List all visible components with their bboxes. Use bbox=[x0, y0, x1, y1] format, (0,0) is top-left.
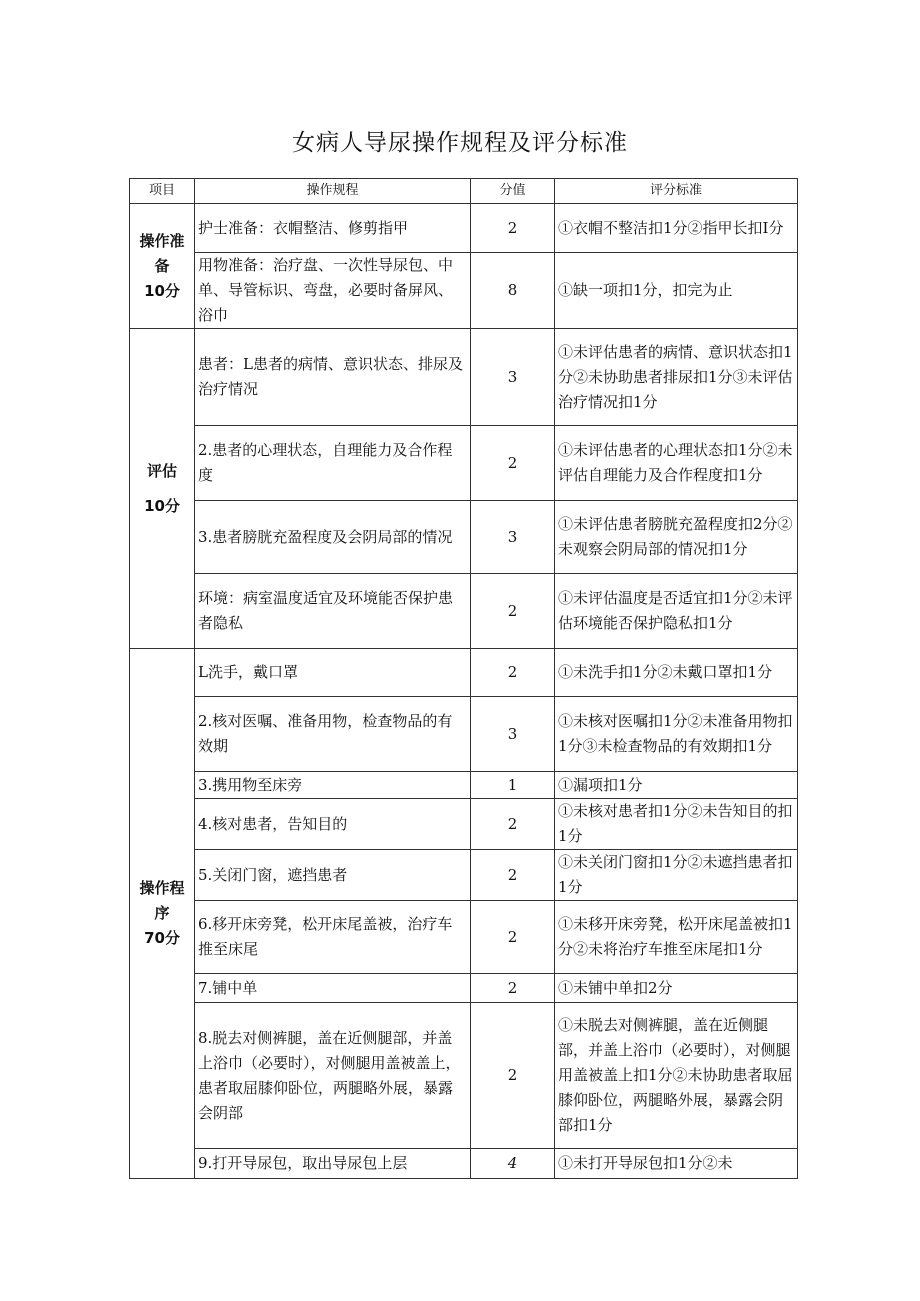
procedure-cell: 2.核对医嘱、准备用物，检查物品的有效期 bbox=[195, 697, 471, 772]
procedure-cell: 2.患者的心理状态，自理能力及合作程度 bbox=[195, 426, 471, 501]
score-cell: 1 bbox=[471, 772, 555, 799]
criteria-cell: ①未评估患者膀胱充盈程度扣2分②未观察会阴局部的情况扣1分 bbox=[555, 501, 798, 574]
score-cell: 3 bbox=[471, 697, 555, 772]
procedure-cell: L洗手，戴口罩 bbox=[195, 649, 471, 697]
procedure-cell: 3.携用物至床旁 bbox=[195, 772, 471, 799]
procedure-cell: 用物准备：治疗盘、一次性导尿包、中单、导管标识、弯盘，必要时备屏风、浴巾 bbox=[195, 253, 471, 329]
criteria-cell: ①未移开床旁凳，松开床尾盖被扣1分②未将治疗车推至床尾扣1分 bbox=[555, 901, 798, 974]
criteria-cell: ①未洗手扣1分②未戴口罩扣1分 bbox=[555, 649, 798, 697]
table-row bbox=[130, 850, 798, 901]
score-cell: 2 bbox=[471, 426, 555, 501]
section-prep-points: 10分 bbox=[144, 281, 180, 300]
scoring-table bbox=[129, 178, 798, 1179]
criteria-cell: ①未核对医嘱扣1分②未准备用物扣1分③未检查物品的有效期扣1分 bbox=[555, 697, 798, 772]
score-cell: 3 bbox=[471, 329, 555, 426]
procedure-cell: 护士准备：衣帽整洁、修剪指甲 bbox=[195, 204, 471, 253]
score-cell: 2 bbox=[471, 1003, 555, 1149]
table-row bbox=[130, 253, 798, 329]
criteria-cell: ①未评估患者的心理状态扣1分②未评估自理能力及合作程度扣1分 bbox=[555, 426, 798, 501]
procedure-cell: 3.患者膀胱充盈程度及会阴局部的情况 bbox=[195, 501, 471, 574]
procedure-cell: 8.脱去对侧裤腿，盖在近侧腿部，并盖上浴巾（必要时），对侧腿用盖被盖上，患者取屈膝仰卧位，两腿略外展，暴露会阴部 bbox=[195, 1003, 471, 1149]
header-item: 项目 bbox=[130, 179, 195, 204]
score-cell: 8 bbox=[471, 253, 555, 329]
criteria-cell: ①未关闭门窗扣1分②未遮挡患者扣1分 bbox=[555, 850, 798, 901]
criteria-cell: ①缺一项扣1分，扣完为止 bbox=[555, 253, 798, 329]
table-row bbox=[130, 1003, 798, 1149]
criteria-cell: ①未打开导尿包扣1分②未 bbox=[555, 1149, 798, 1179]
section-assess-points: 10分 bbox=[144, 496, 180, 515]
criteria-cell: ①未评估温度是否适宜扣1分②未评估环境能否保护隐私扣1分 bbox=[555, 574, 798, 649]
table-row bbox=[130, 974, 798, 1003]
criteria-cell: ①衣帽不整洁扣1分②指甲长扣I分 bbox=[555, 204, 798, 253]
score-cell: 3 bbox=[471, 501, 555, 574]
table-row bbox=[130, 1149, 798, 1179]
table-row bbox=[130, 901, 798, 974]
procedure-cell: 6.移开床旁凳，松开床尾盖被，治疗车推至床尾 bbox=[195, 901, 471, 974]
criteria-cell: ①漏项扣1分 bbox=[555, 772, 798, 799]
score-cell: 2 bbox=[471, 850, 555, 901]
criteria-cell: ①未脱去对侧裤腿，盖在近侧腿部，并盖上浴巾（必要时），对侧腿用盖被盖上扣1分②未协助患者取屈膝仰卧位，两腿略外展，暴露会阴部扣1分 bbox=[555, 1003, 798, 1149]
section-proc-name: 操作程序 bbox=[139, 879, 185, 922]
procedure-cell: 环境：病室温度适宜及环境能否保护患者隐私 bbox=[195, 574, 471, 649]
page-title: 女病人导尿操作规程及评分标准 bbox=[292, 130, 628, 156]
criteria-cell: ①未评估患者的病情、意识状态扣1分②未协助患者排尿扣1分③未评估治疗情况扣1分 bbox=[555, 329, 798, 426]
table-row bbox=[130, 574, 798, 649]
section-assess-name: 评估 bbox=[146, 461, 177, 480]
section-prep bbox=[130, 204, 195, 329]
table-row bbox=[130, 329, 798, 426]
score-cell: 2 bbox=[471, 574, 555, 649]
score-cell: 2 bbox=[471, 901, 555, 974]
score-cell: 2 bbox=[471, 974, 555, 1003]
section-proc-points: 70分 bbox=[144, 929, 180, 947]
score-cell: 4 bbox=[471, 1149, 555, 1179]
table-row bbox=[130, 649, 798, 697]
procedure-cell: 5.关闭门窗，遮挡患者 bbox=[195, 850, 471, 901]
procedure-cell: 患者：L患者的病情、意识状态、排尿及治疗情况 bbox=[195, 329, 471, 426]
section-proc bbox=[130, 649, 195, 1179]
table-row bbox=[130, 799, 798, 850]
header-procedure: 操作规程 bbox=[195, 179, 471, 204]
score-cell: 2 bbox=[471, 799, 555, 850]
table-row bbox=[130, 426, 798, 501]
section-assess bbox=[130, 329, 195, 649]
table-header-row bbox=[130, 179, 798, 204]
header-score: 分值 bbox=[471, 179, 555, 204]
procedure-cell: 7.铺中单 bbox=[195, 974, 471, 1003]
procedure-cell: 9.打开导尿包，取出导尿包上层 bbox=[195, 1149, 471, 1179]
section-prep-name: 操作准备 bbox=[139, 231, 185, 275]
criteria-cell: ①未核对患者扣1分②未告知目的扣1分 bbox=[555, 799, 798, 850]
table-row bbox=[130, 772, 798, 799]
table-row bbox=[130, 697, 798, 772]
score-cell: 2 bbox=[471, 649, 555, 697]
procedure-cell: 4.核对患者，告知目的 bbox=[195, 799, 471, 850]
table-row bbox=[130, 501, 798, 574]
criteria-cell: ①未铺中单扣2分 bbox=[555, 974, 798, 1003]
score-cell: 2 bbox=[471, 204, 555, 253]
table-row bbox=[130, 204, 798, 253]
header-criteria: 评分标准 bbox=[555, 179, 798, 204]
